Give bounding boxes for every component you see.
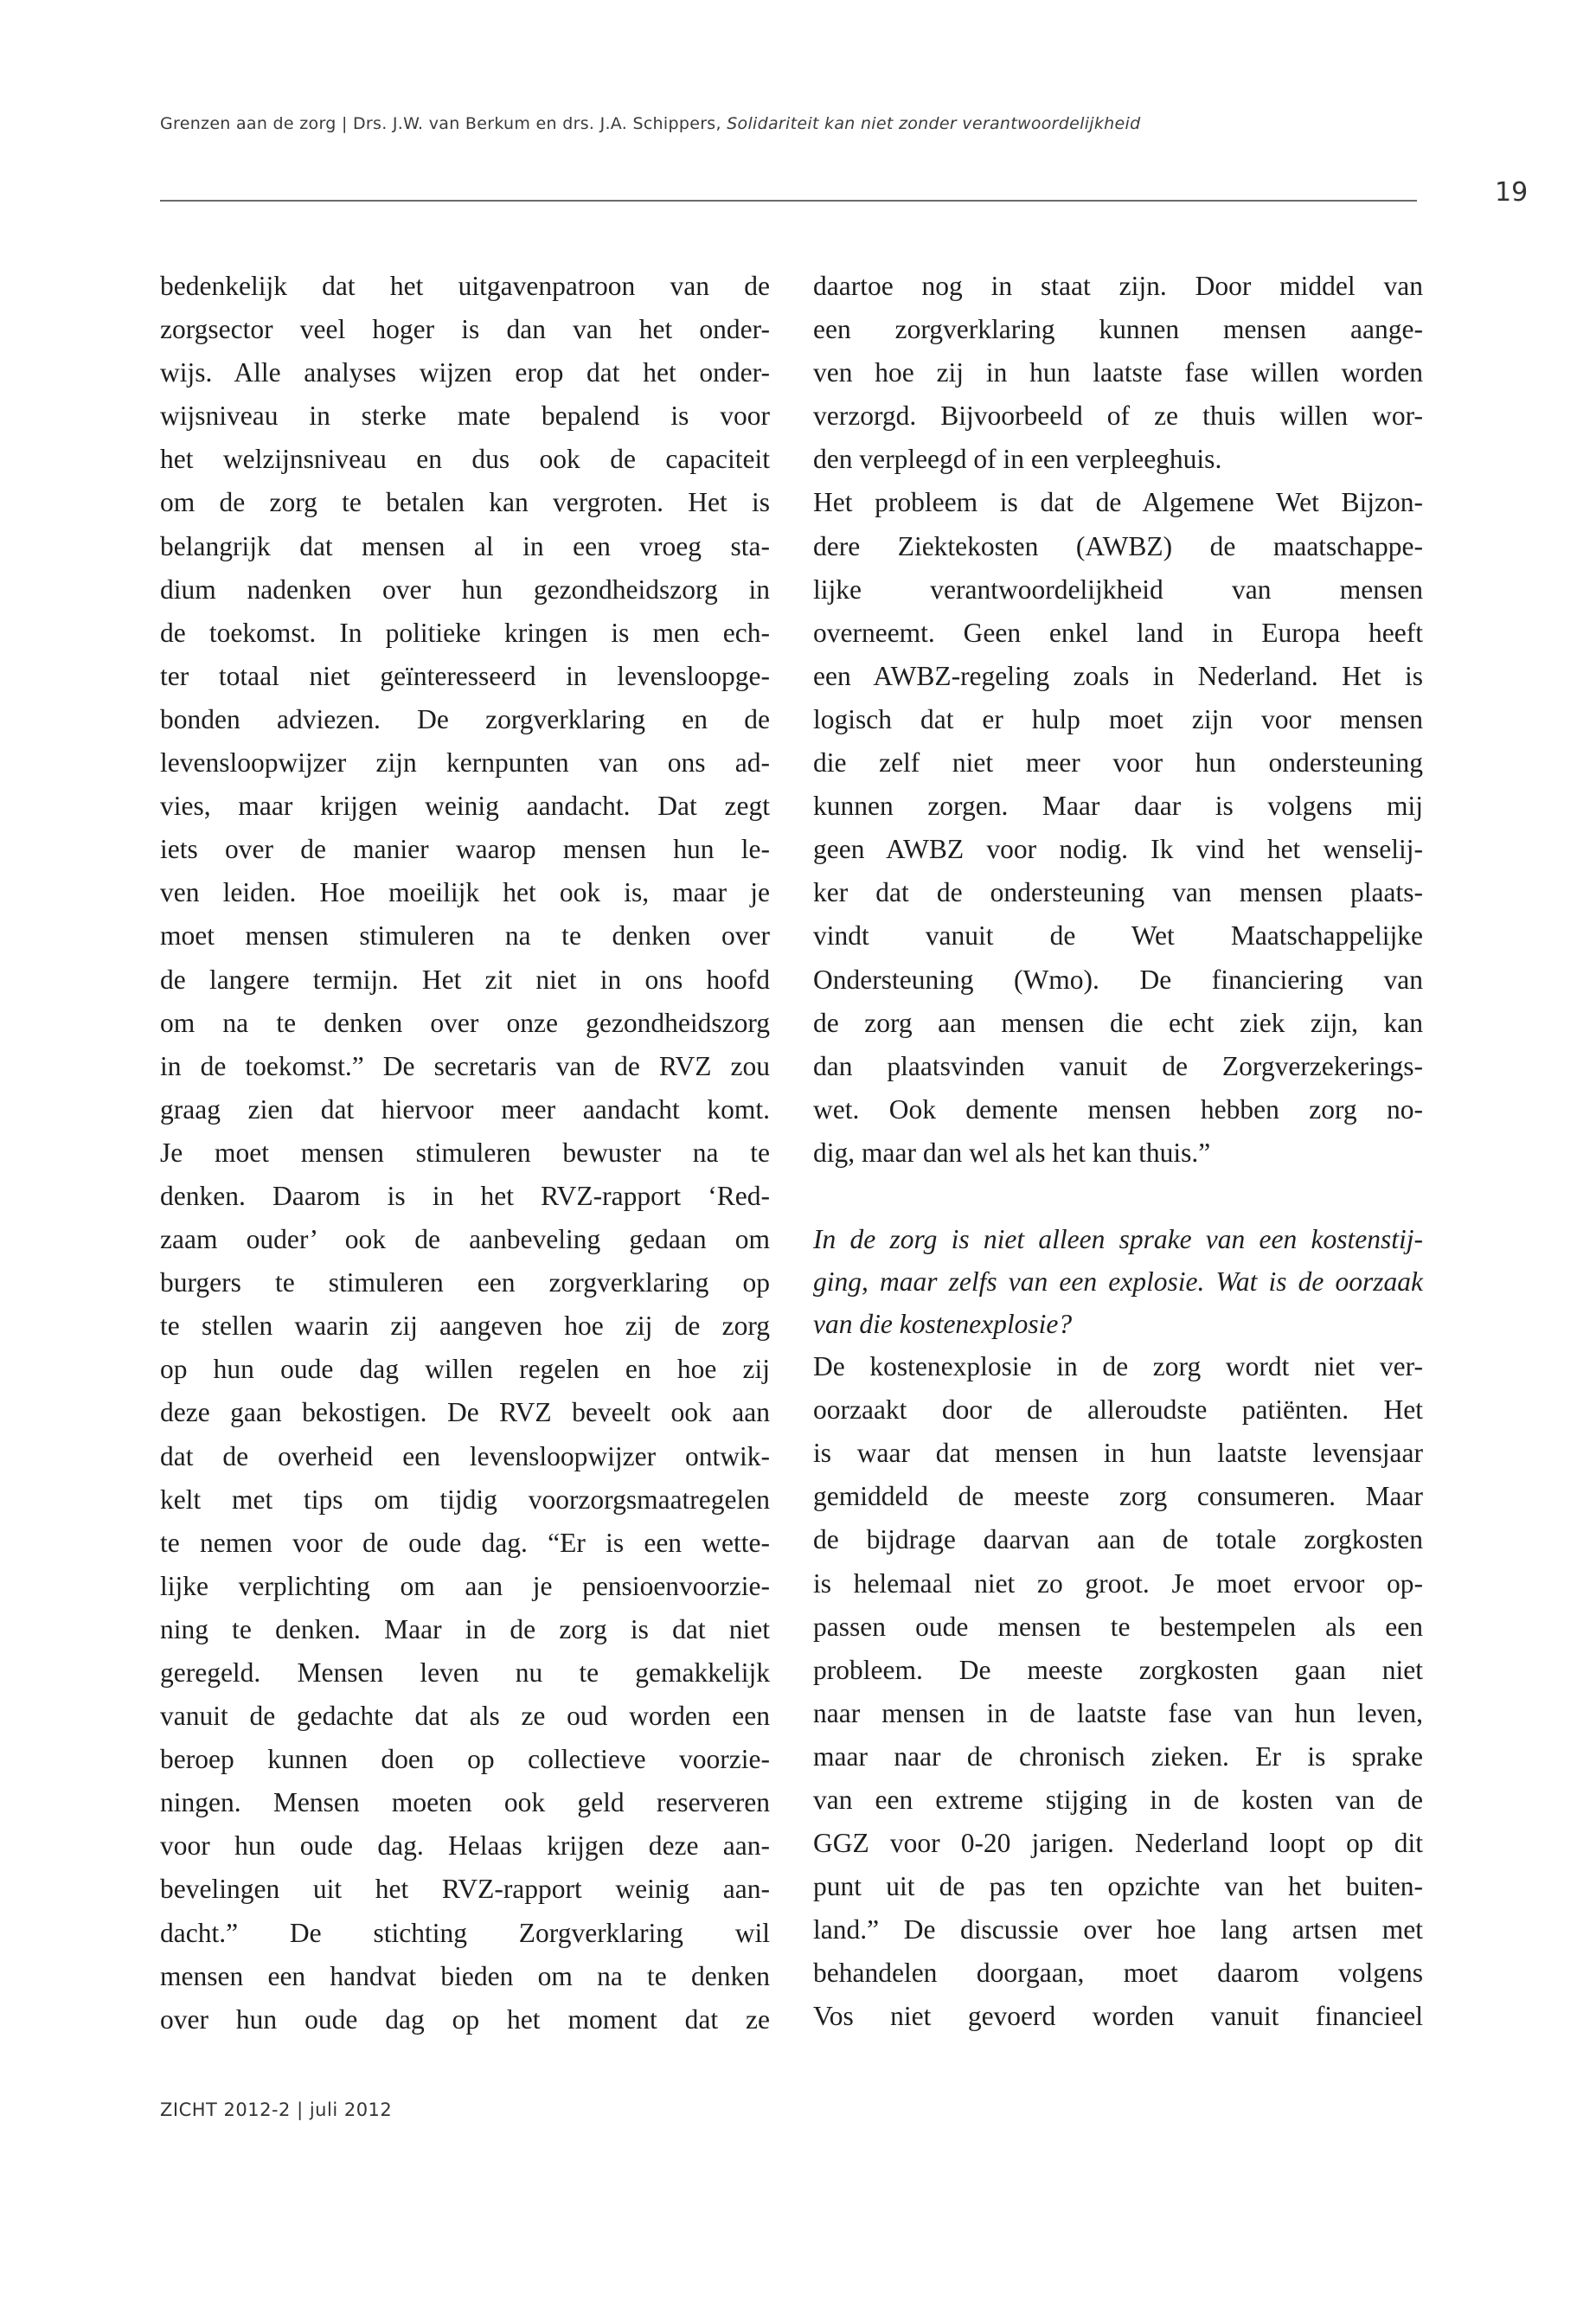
body-text-line: dig, maar dan wel als het kan thuis.” — [813, 1137, 1211, 1168]
body-text-line: ven hoe zij in hun laatste fase willen worden — [813, 357, 1423, 388]
body-text-line: behandelen doorgaan, moet daarom volgens — [813, 1958, 1423, 1989]
body-text-line: logisch dat er hulp moet zijn voor mensen — [813, 703, 1423, 734]
body-text-line: bedenkelijk dat het uitgavenpatroon van de — [160, 271, 770, 301]
body-text-line: dere Ziektekosten (AWBZ) de maatschappe- — [813, 530, 1423, 561]
body-text-line: maar naar de chronisch zieken. Er is sprake — [813, 1740, 1423, 1772]
body-text-line: Je moet mensen stimuleren bewuster na te — [160, 1137, 770, 1168]
interview-question-line: ging, maar zelfs van een explosie. Wat is de oorzaak — [813, 1266, 1423, 1298]
body-text-line: ning te denken. Maar in de zorg is dat niet — [160, 1613, 770, 1644]
interview-question-line: In de zorg is niet alleen sprake van een kostenstij- — [813, 1224, 1423, 1255]
body-text-line: moet mensen stimuleren na te denken over — [160, 920, 770, 952]
body-text-line: wet. Ook demente mensen hebben zorg no- — [813, 1093, 1423, 1125]
header-section: Grenzen aan de zorg — [160, 114, 337, 133]
body-text-line: dium nadenken over hun gezondheidszorg in — [160, 574, 770, 605]
body-text-line: ningen. Mensen moeten ook geld reserveren — [160, 1787, 770, 1818]
body-text-line: denken. Daarom is in het RVZ-rapport ‘Red- — [160, 1180, 770, 1211]
body-text-line: De kostenexplosie in de zorg wordt niet ver- — [813, 1351, 1423, 1382]
body-text-line: lijke verplichting om aan je pensioenvoorzie- — [160, 1570, 770, 1601]
body-text-line: vies, maar krijgen weinig aandacht. Dat zegt — [160, 791, 770, 822]
body-text-line: iets over de manier waarop mensen hun le- — [160, 834, 770, 865]
body-text-line: ter totaal niet geïnteresseerd in levensloopge- — [160, 660, 770, 691]
body-text-line: voor hun oude dag. Helaas krijgen deze aan- — [160, 1830, 770, 1862]
body-text-line: Ondersteuning (Wmo). De financiering van — [813, 964, 1423, 995]
body-text-line: is helemaal niet zo groot. Je moet ervoor op- — [813, 1567, 1423, 1599]
body-text-line: de bijdrage daarvan aan de totale zorgkosten — [813, 1524, 1423, 1555]
body-text-line: de langere termijn. Het zit niet in ons hoofd — [160, 964, 770, 995]
header-rule — [160, 200, 1417, 202]
body-text-line: levensloopwijzer zijn kernpunten van ons ad- — [160, 747, 770, 779]
body-text-line: ker dat de ondersteuning van mensen plaats- — [813, 877, 1423, 908]
page-number: 19 — [1495, 177, 1529, 208]
body-text-line: vindt vanuit de Wet Maatschappelijke — [813, 920, 1423, 952]
body-text-line: geregeld. Mensen leven nu te gemakkelijk — [160, 1657, 770, 1688]
body-text-line: zorgsector veel hoger is dan van het onder- — [160, 314, 770, 345]
body-text-line: daartoe nog in staat zijn. Door middel van — [813, 271, 1423, 301]
body-text-line: verzorgd. Bijvoorbeeld of ze thuis willen wor- — [813, 401, 1423, 432]
body-text-line: vanuit de gedachte dat als ze oud worden een — [160, 1701, 770, 1732]
body-text-line: passen oude mensen te bestempelen als een — [813, 1611, 1423, 1642]
body-text-line: kunnen zorgen. Maar daar is volgens mij — [813, 791, 1423, 822]
right-text-column — [813, 265, 1423, 2039]
body-text-line: dacht.” De stichting Zorgverklaring wil — [160, 1917, 770, 1948]
body-text-line: den verpleegd of in een verpleeghuis. — [813, 444, 1222, 475]
body-text-line: Het probleem is dat de Algemene Wet Bijzon- — [813, 487, 1423, 518]
body-text-line: ven leiden. Hoe moeilijk het ook is, maar je — [160, 877, 770, 908]
body-text-line: kelt met tips om tijdig voorzorgsmaatregelen — [160, 1484, 770, 1515]
body-text-line: burgers te stimuleren een zorgverklaring op — [160, 1267, 770, 1298]
body-text-line: is waar dat mensen in hun laatste levensjaar — [813, 1438, 1423, 1469]
header-article-title: Solidariteit kan niet zonder verantwoordelijkheid — [727, 114, 1141, 133]
body-text-line: gemiddeld de meeste zorg consumeren. Maar — [813, 1481, 1423, 1512]
body-text-line: bonden adviezen. De zorgverklaring en de — [160, 703, 770, 734]
body-text-line: om de zorg te betalen kan vergroten. Het is — [160, 487, 770, 518]
body-text-line: dan plaatsvinden vanuit de Zorgverzekerings- — [813, 1050, 1423, 1081]
body-text-line: van een extreme stijging in de kosten van de — [813, 1785, 1423, 1815]
body-text-line: een zorgverklaring kunnen mensen aange- — [813, 314, 1423, 345]
left-text-column — [160, 265, 770, 2041]
body-text-line: om na te denken over onze gezondheidszorg — [160, 1007, 770, 1038]
body-text-line: de toekomst. In politieke kringen is men ech- — [160, 617, 770, 648]
header-authors: Drs. J.W. van Berkum en drs. J.A. Schippers, — [352, 114, 721, 133]
header-separator: | — [341, 114, 348, 133]
body-text-line: lijke verantwoordelijkheid van mensen — [813, 574, 1423, 605]
body-text-line: zaam ouder’ ook de aanbeveling gedaan om — [160, 1224, 770, 1255]
body-text-line — [813, 1175, 1423, 1218]
body-text-line: dat de overheid een levensloopwijzer ontwik- — [160, 1440, 770, 1471]
body-text-line: op hun oude dag willen regelen en hoe zij — [160, 1354, 770, 1385]
body-text-line: wijsniveau in sterke mate bepalend is voor — [160, 401, 770, 432]
running-header — [160, 114, 1140, 133]
body-text-line: te stellen waarin zij aangeven hoe zij de zorg — [160, 1311, 770, 1342]
body-text-line: bevelingen uit het RVZ-rapport weinig aan- — [160, 1874, 770, 1905]
body-text-line: over hun oude dag op het moment dat ze — [160, 2003, 770, 2035]
body-text-line: geen AWBZ voor nodig. Ik vind het wenselij- — [813, 834, 1423, 865]
body-text-line: punt uit de pas ten opzichte van het buiten- — [813, 1871, 1423, 1902]
body-text-line: graag zien dat hiervoor meer aandacht komt. — [160, 1093, 770, 1125]
body-text-line: wijs. Alle analyses wijzen erop dat het onder- — [160, 357, 770, 388]
body-text-line: land.” De discussie over hoe lang artsen met — [813, 1914, 1423, 1945]
body-text-line: Vos niet gevoerd worden vanuit financieel — [813, 2001, 1423, 2032]
body-text-line: oorzaakt door de alleroudste patiënten. Het — [813, 1394, 1423, 1426]
body-text-line: de zorg aan mensen die echt ziek zijn, kan — [813, 1007, 1423, 1038]
interview-question-line: van die kostenexplosie? — [813, 1309, 1073, 1340]
body-text-line: het welzijnsniveau en dus ook de capaciteit — [160, 444, 770, 475]
body-text-line: GGZ voor 0-20 jarigen. Nederland loopt op dit — [813, 1828, 1423, 1859]
body-text-line: in de toekomst.” De secretaris van de RVZ zou — [160, 1050, 770, 1081]
body-text-line: overneemt. Geen enkel land in Europa heeft — [813, 617, 1423, 648]
body-text-line: deze gaan bekostigen. De RVZ beveelt ook aan — [160, 1397, 770, 1428]
body-text-line: te nemen voor de oude dag. “Er is een wette- — [160, 1527, 770, 1558]
body-text-line: naar mensen in de laatste fase van hun leven, — [813, 1697, 1423, 1728]
body-text-line: probleem. De meeste zorgkosten gaan niet — [813, 1654, 1423, 1685]
body-text-line: belangrijk dat mensen al in een vroeg sta- — [160, 530, 770, 561]
body-text-line: die zelf niet meer voor hun ondersteuning — [813, 747, 1423, 779]
body-text-line: beroep kunnen doen op collectieve voorzie- — [160, 1744, 770, 1775]
footer-issue: ZICHT 2012-2 | juli 2012 — [160, 2099, 393, 2120]
body-text-line: mensen een handvat bieden om na te denken — [160, 1960, 770, 1991]
body-text-line: een AWBZ-regeling zoals in Nederland. Het is — [813, 660, 1423, 691]
